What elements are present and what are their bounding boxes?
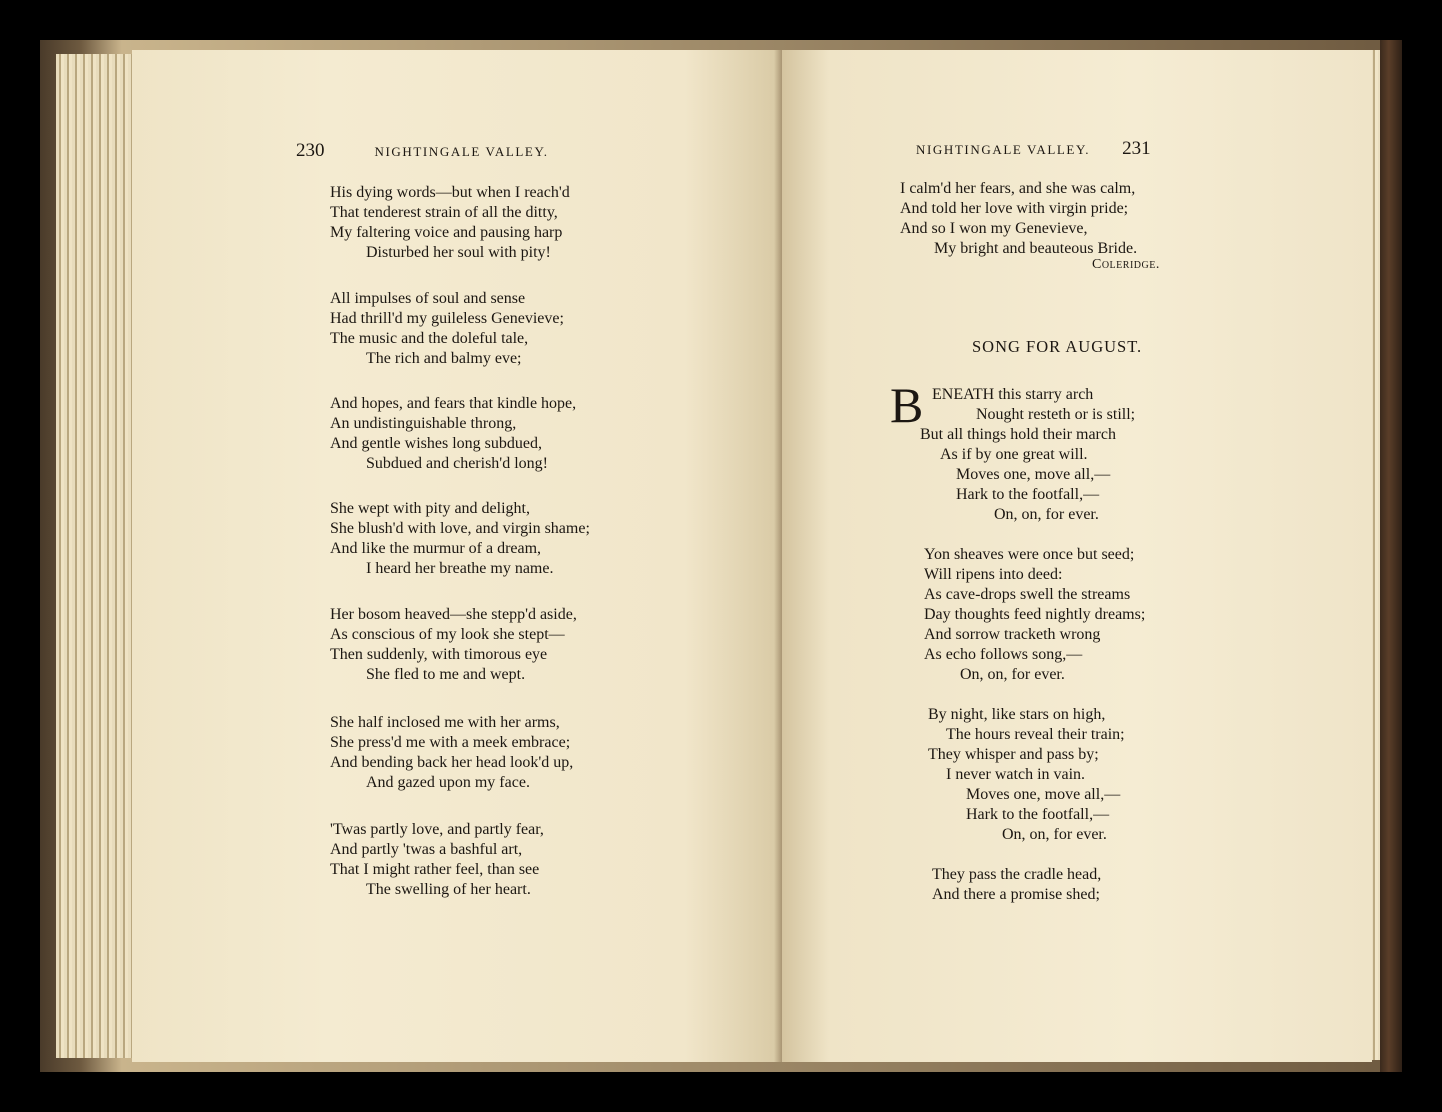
song-line: Moves one, move all,— [966,786,1121,803]
song-line: On, on, for ever. [1002,826,1107,843]
poem-line: My faltering voice and pausing harp [330,224,563,241]
song-line: They whisper and pass by; [928,746,1099,763]
song-line: Hark to the footfall,— [966,806,1110,823]
song-line: On, on, for ever. [960,666,1065,683]
poem-line: That I might rather feel, than see [330,861,540,878]
poem-line: The swelling of her heart. [366,881,531,898]
right-page-number: 231 [1122,138,1151,159]
poem-line: She half inclosed me with her arms, [330,714,560,731]
song-line: The hours reveal their train; [946,726,1125,743]
song-line: And there a promise shed; [932,886,1100,903]
poem-line: An undistinguishable throng, [330,415,517,432]
poem-line: I heard her breathe my name. [366,560,554,577]
song-line: Yon sheaves were once but seed; [924,546,1135,563]
right-running-title: NIGHTINGALE VALLEY. [916,142,1091,157]
left-page [132,50,782,1062]
drop-cap-letter: B [890,377,924,433]
poem-line: And like the murmur of a dream, [330,540,542,557]
open-book [40,40,1402,1072]
poem-line: Disturbed her soul with pity! [366,244,551,261]
song-line: And sorrow tracketh wrong [924,626,1101,643]
song-line: Moves one, move all,— [956,466,1111,483]
left-page-number: 230 [296,140,325,161]
poem-line: I calm'd her fears, and she was calm, [900,180,1136,197]
song-line: Day thoughts feed nightly dreams; [924,606,1146,623]
poem-line: All impulses of soul and sense [330,290,526,307]
poem-line: And told her love with virgin pride; [900,200,1129,217]
song-line: As if by one great will. [940,446,1088,463]
song-line: As echo follows song,— [924,646,1083,663]
poem-line: 'Twas partly love, and partly fear, [330,821,544,838]
song-line: By night, like stars on high, [928,706,1106,723]
poem-line: She press'd me with a meek embrace; [330,734,571,751]
poem-line: The music and the doleful tale, [330,330,529,347]
song-line: On, on, for ever. [994,506,1099,523]
poem-line: His dying words—but when I reach'd [330,184,570,201]
right-running-head [916,138,1151,160]
song-line: Will ripens into deed: [924,566,1063,583]
poem-line: And gazed upon my face. [366,774,530,791]
song-title: SONG FOR AUGUST. [972,337,1143,356]
poem-line: And hopes, and fears that kindle hope, [330,395,577,412]
song-line: But all things hold their march [920,426,1116,443]
poem-line: Her bosom heaved—she stepp'd aside, [330,606,577,623]
right-page [782,50,1372,1062]
poem-line: Subdued and cherish'd long! [366,455,548,472]
poem-line: She fled to me and wept. [366,666,526,683]
song-first-line: ENEATH this starry arch [932,386,1094,403]
poem-line: As conscious of my look she stept— [330,626,565,643]
left-running-head [296,140,549,162]
song-line: I never watch in vain. [946,766,1086,783]
poem-line: And bending back her head look'd up, [330,754,574,771]
poem-line: She wept with pity and delight, [330,500,530,517]
poem-line: And gentle wishes long subdued, [330,435,542,452]
song-line: Nought resteth or is still; [976,406,1136,423]
poem-line: And partly 'twas a bashful art, [330,841,523,858]
left-running-title: NIGHTINGALE VALLEY. [374,144,549,159]
poem-line: Then suddenly, with timorous eye [330,646,548,663]
poem-line: That tenderest strain of all the ditty, [330,204,558,221]
song-line: As cave-drops swell the streams [924,586,1131,603]
poem-line: Had thrill'd my guileless Genevieve; [330,310,564,327]
poem-line: And so I won my Genevieve, [900,220,1088,237]
author-attribution: Coleridge. [1092,257,1160,272]
poem-line: My bright and beauteous Bride. [934,240,1138,257]
book-cover-edge [1380,40,1402,1072]
poem-line: The rich and balmy eve; [366,350,522,367]
poem-line: She blush'd with love, and virgin shame; [330,520,590,537]
song-line: They pass the cradle head, [932,866,1102,883]
song-line: Hark to the footfall,— [956,486,1100,503]
